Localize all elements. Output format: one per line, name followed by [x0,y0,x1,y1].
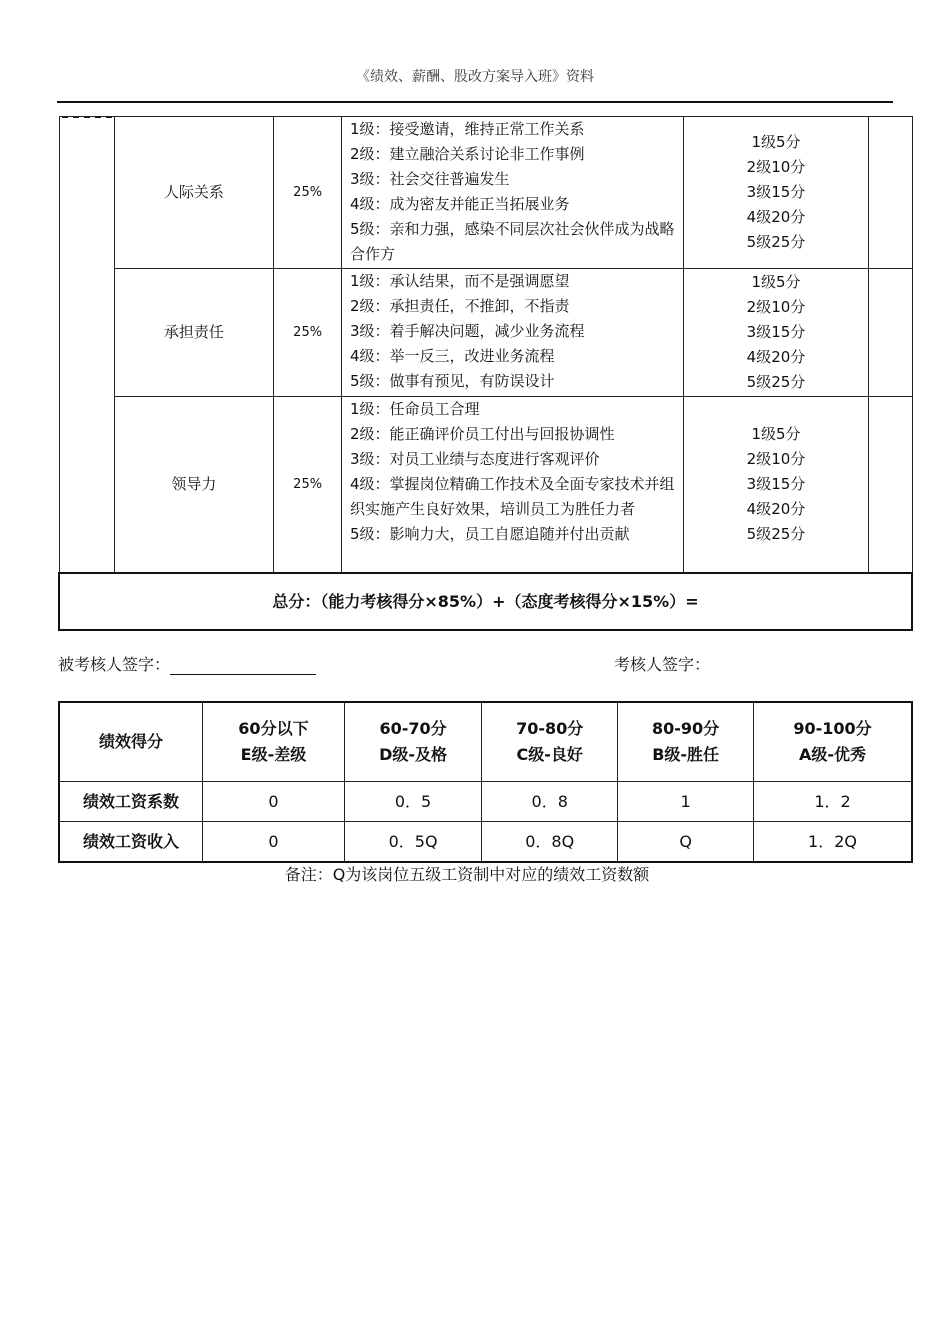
level-text: 3级：社会交往普遍发生 [349,170,510,188]
table-cell: Q [618,822,754,863]
table-cell: 1．2 [754,782,912,822]
grade-level: E级-差级 [240,745,307,764]
score-text: 4级20分 [746,208,806,226]
score-text: 3级15分 [746,183,806,201]
item-scores [684,397,869,573]
table-cell: 0．8 [482,782,618,822]
examinee-signature [58,652,316,675]
table-cell: 0．8Q [482,822,618,863]
score-text: 2级10分 [746,298,806,316]
table-cell: 1．2Q [754,822,912,863]
level-text: 2级：承担责任，不推卸，不指责 [349,297,570,315]
table-row [59,269,912,397]
row-label: 绩效工资收入 [59,822,203,863]
row-label: 绩效工资系数 [59,782,203,822]
grade-column-header [344,702,481,782]
table-row [59,782,912,822]
level-text: 4级：成为密友并能正当拓展业务 [349,195,570,213]
document-header: 《绩效、薪酬、股改方案导入班》资料 [356,69,594,85]
examiner-signature-label: 考核人签字： [614,655,711,674]
item-levels [341,397,683,573]
item-weight: 25% [274,117,342,269]
item-scores [684,269,869,397]
table-cell: 0．5 [344,782,481,822]
total-formula: 总分：（能力考核得分×85%）+（态度考核得分×15%）= [59,573,912,630]
item-weight: 25% [274,397,342,573]
level-text: 3级：对员工业绩与态度进行客观评价 [349,450,600,468]
category-cell [59,117,114,573]
grade-header-label: 绩效得分 [59,702,203,782]
level-text: 5级：做事有预见，有防误设计 [349,372,555,390]
score-text: 4级20分 [746,348,806,366]
item-name: 领导力 [114,397,274,573]
item-levels [341,269,683,397]
grade-column-header [754,702,912,782]
item-name: 承担责任 [114,269,274,397]
score-text: 4级20分 [746,499,806,518]
grade-range: 80-90分 [652,719,720,738]
level-text: 1级：接受邀请，维持正常工作关系 [349,120,585,138]
level-text: 1级：承认结果，而不是强调愿望 [349,272,570,290]
level-text: 5级：影响力大，员工自愿追随并付出贡献 [349,525,630,543]
score-text: 1级5分 [751,424,801,443]
grade-range: 60分以下 [238,719,309,738]
score-input-cell[interactable] [868,117,912,269]
footnote: 备注：Q为该岗位五级工资制中对应的绩效工资数额 [284,865,650,884]
score-text: 5级25分 [746,233,806,251]
item-levels [341,117,683,269]
grade-level: B级-胜任 [652,745,720,764]
level-text: 2级：建立融洽关系讨论非工作事例 [349,145,585,163]
level-text: 4级：掌握岗位精确工作技术及全面专家技术并组织实施产生良好效果，培训员工为胜任力者 [349,475,675,518]
table-cell: 0．5Q [344,822,481,863]
grade-column-header [482,702,618,782]
score-text: 3级15分 [746,323,806,341]
level-text: 2级：能正确评价员工付出与回报协调性 [349,425,615,443]
total-row [59,573,912,630]
grade-level: D级-及格 [379,745,448,764]
grade-range: 70-80分 [516,719,584,738]
score-text: 1级5分 [751,133,801,151]
item-scores [684,117,869,269]
attitude-assessment-table [58,116,913,631]
table-row [59,397,912,573]
score-text: 2级10分 [746,158,806,176]
header-rule [57,101,893,103]
grade-table [58,701,913,863]
item-weight: 25% [274,269,342,397]
table-cell: 0 [203,822,345,863]
level-text: 4级：举一反三，改进业务流程 [349,347,555,365]
score-text: 1级5分 [751,273,801,291]
grade-column-header [203,702,345,782]
examinee-signature-label: 被考核人签字： [58,655,171,674]
score-text: 5级25分 [746,373,806,391]
grade-header-row [59,702,912,782]
table-row [59,822,912,863]
level-text: 5级：亲和力强，感染不同层次社会伙伴成为战略合作方 [349,220,675,263]
level-text: 1级：任命员工合理 [349,400,480,418]
table-cell: 0 [203,782,345,822]
grade-level: A级-优秀 [799,745,867,764]
examiner-signature [614,652,710,675]
grade-level: C级-良好 [516,745,583,764]
level-text: 3级：着手解决问题，减少业务流程 [349,322,585,340]
score-text: 5级25分 [746,524,806,543]
grade-column-header [618,702,754,782]
grade-range: 90-100分 [793,719,872,738]
item-name: 人际关系 [114,117,274,269]
score-text: 3级15分 [746,474,806,493]
score-input-cell[interactable] [868,269,912,397]
score-text: 2级10分 [746,449,806,468]
table-cell: 1 [618,782,754,822]
grade-range: 60-70分 [379,719,447,738]
score-input-cell[interactable] [868,397,912,573]
examinee-signature-line[interactable] [170,656,316,675]
table-row [59,117,912,269]
